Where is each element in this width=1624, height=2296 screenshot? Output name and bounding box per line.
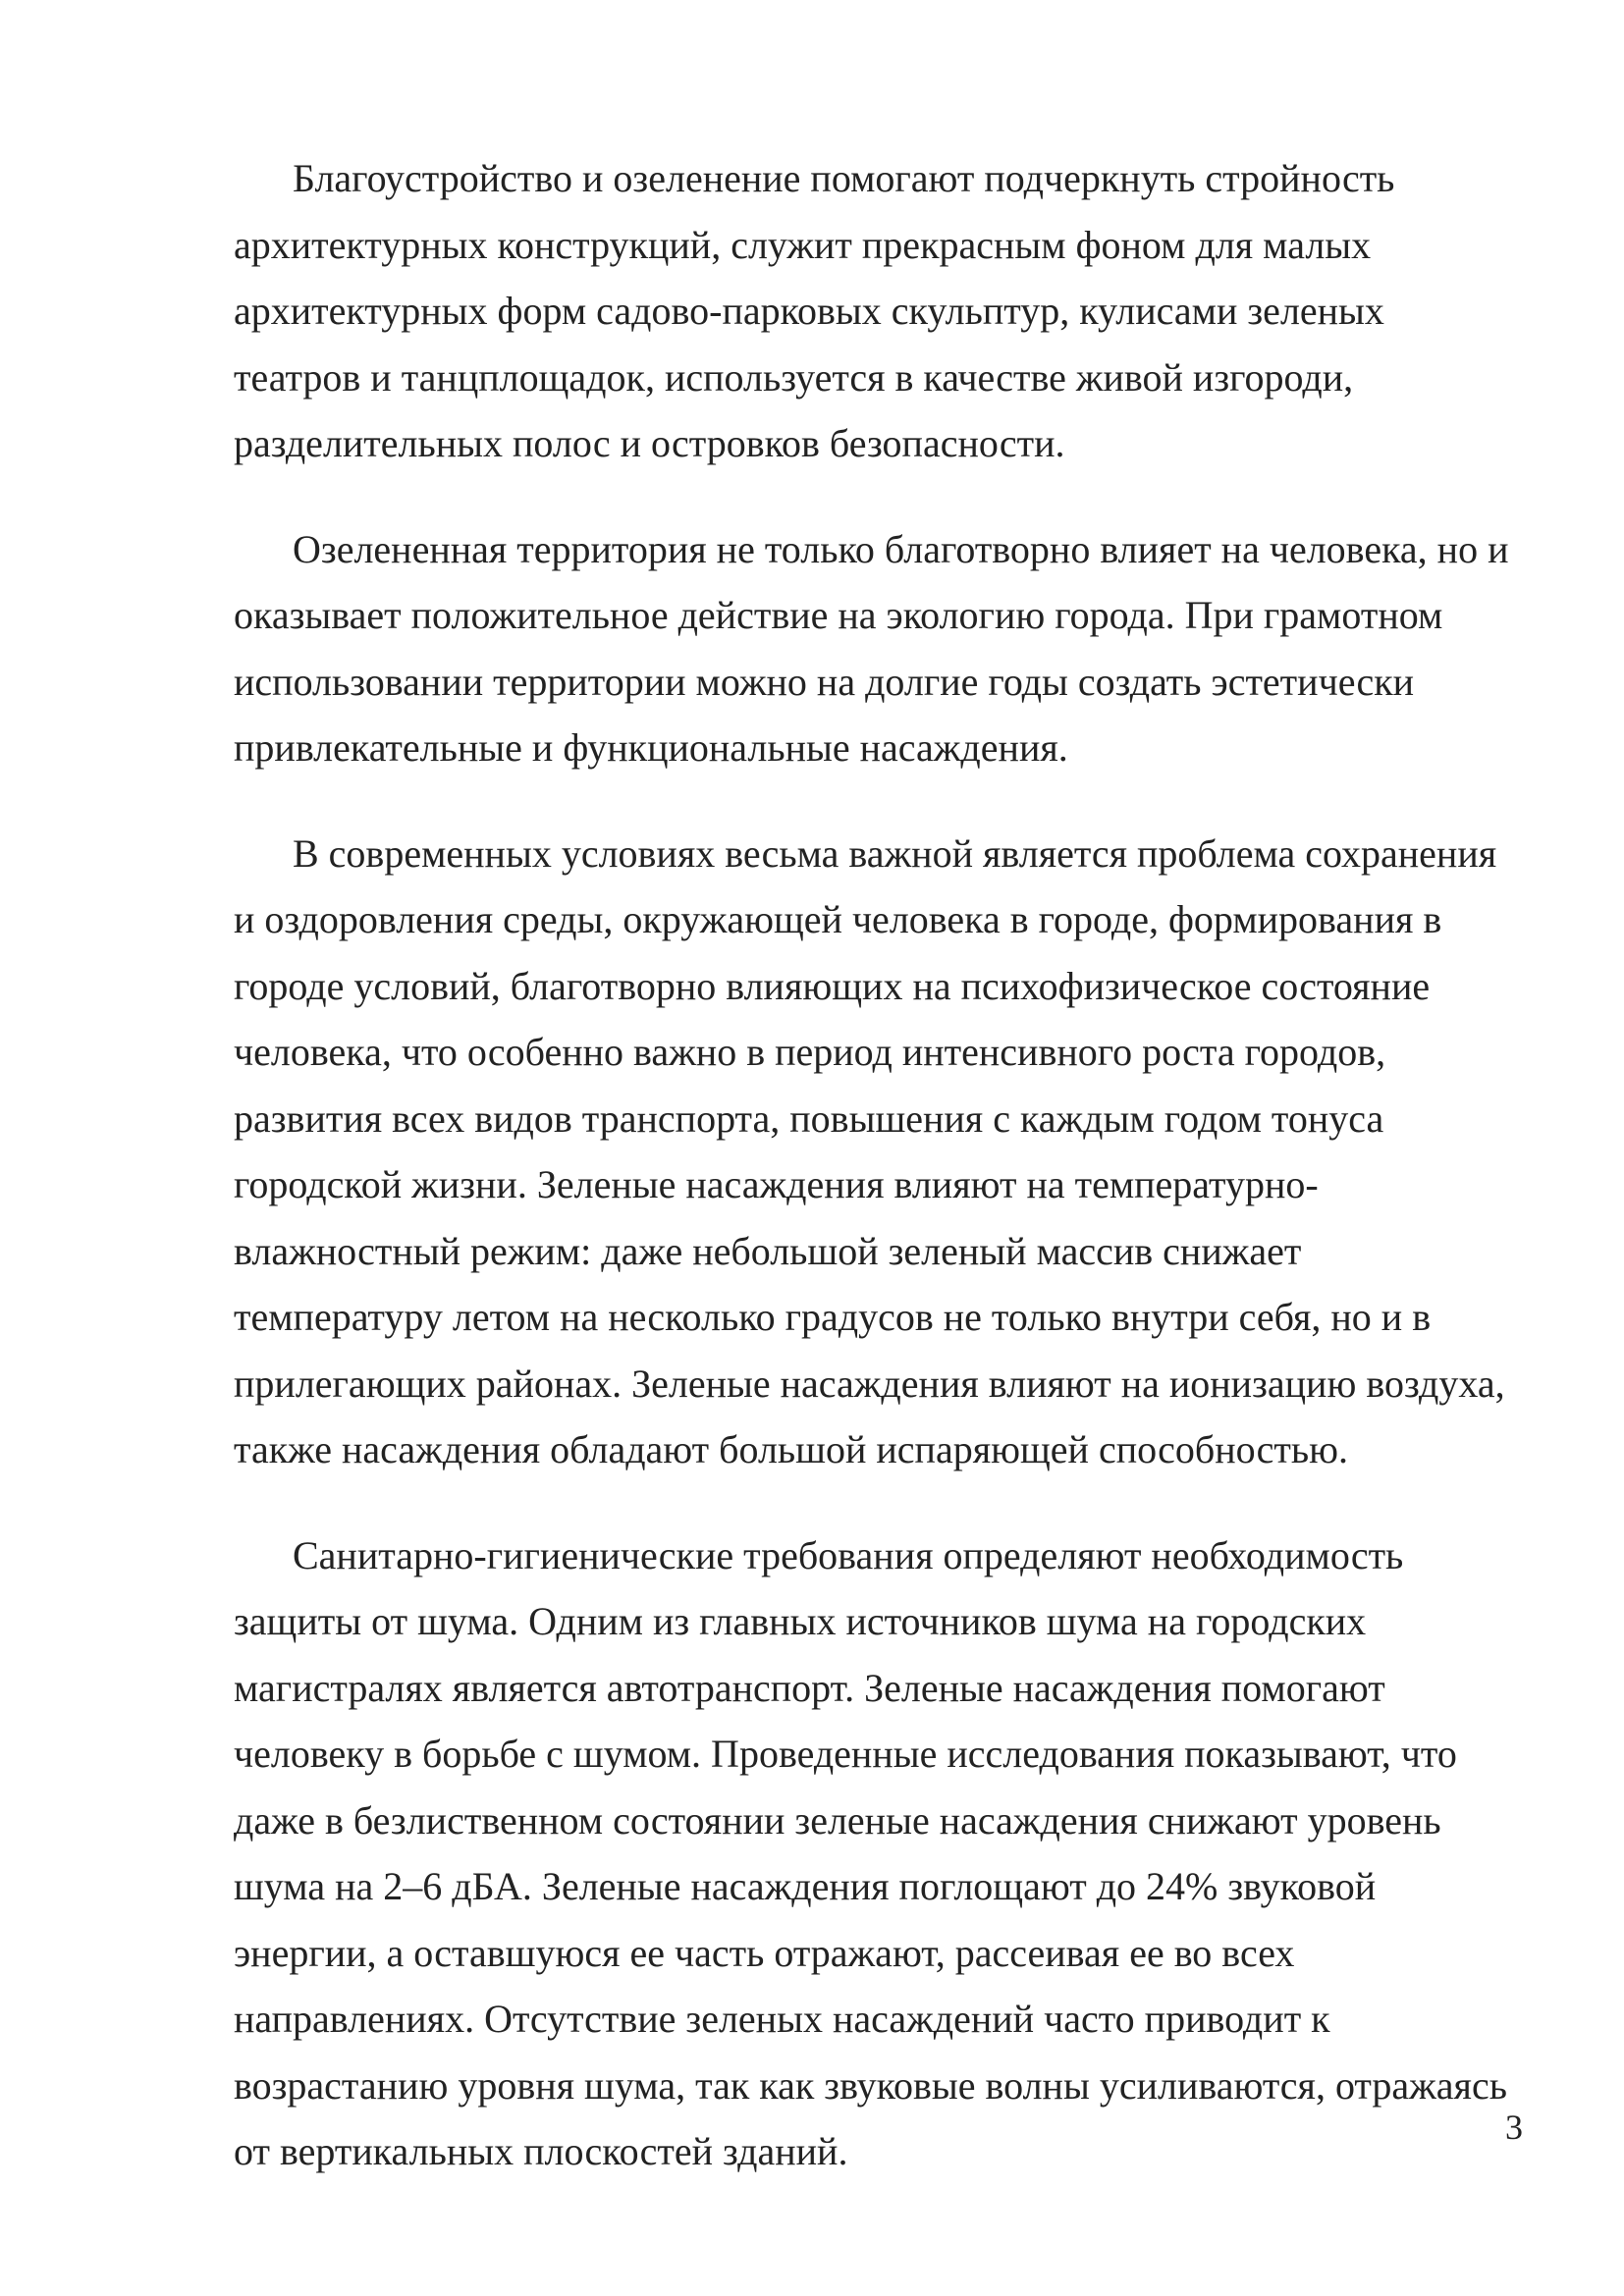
paragraph-urban-environment: В современных условиях весьма важной является проблема сохранения и оздоровления среды, окружающей человека в городе, формирования в городе условий, благотворно влияющих на психофизическое состояние человека, что особенно важно в период интенсивного роста городов, развития всех видов транспорта, повышения с каждым годом тонуса городской жизни. Зеленые насаждения влияют на температурно-влажностный режим: даже небольшой зеленый массив снижает температуру летом на несколько градусов не только внутри себя, но и в прилегающих районах. Зеленые насаждения влияют на ионизацию воздуха, также насаждения обладают большой испаряющей способностью.: [234, 830, 1505, 1471]
paragraph-noise-protection: Санитарно-гигиенические требования определяют необходимость защиты от шума. Одним из главных источников шума на городских магистралях является автотранспорт. Зеленые насаждения помогают человеку в борьбе с шумом. Проведенные исследования показывают, что даже в безлиственном состоянии зеленые насаждения снижают уровень шума на 2–6 дБА. Зеленые насаждения поглощают до 24% звуковой энергии, а оставшуюся ее часть отражают, рассеивая ее во всех направлениях. Отсутствие зеленых насаждений часто приводит к возрастанию уровня шума, так как звуковые волны усиливаются, отражаясь от вертикальных плоскостей зданий.: [234, 1532, 1507, 2173]
document-body: [234, 145, 1520, 2224]
page-number: 3: [1505, 2108, 1523, 2147]
paragraph-green-territory: Озелененная территория не только благотворно влияет на человека, но и оказывает положительное действие на экологию города. При грамотном использовании территории можно на долгие годы создать эстетически привлекательные и функциональные насаждения.: [234, 526, 1509, 770]
paragraph-landscaping: Благоустройство и озеленение помогают подчеркнуть стройность архитектурных конструкций, служит прекрасным фоном для малых архитектурных форм садово-парковых скульптур, кулисами зеленых театров и танцплощадок, используется в качестве живой изгороди, разделительных полос и островков безопасности.: [234, 156, 1395, 465]
